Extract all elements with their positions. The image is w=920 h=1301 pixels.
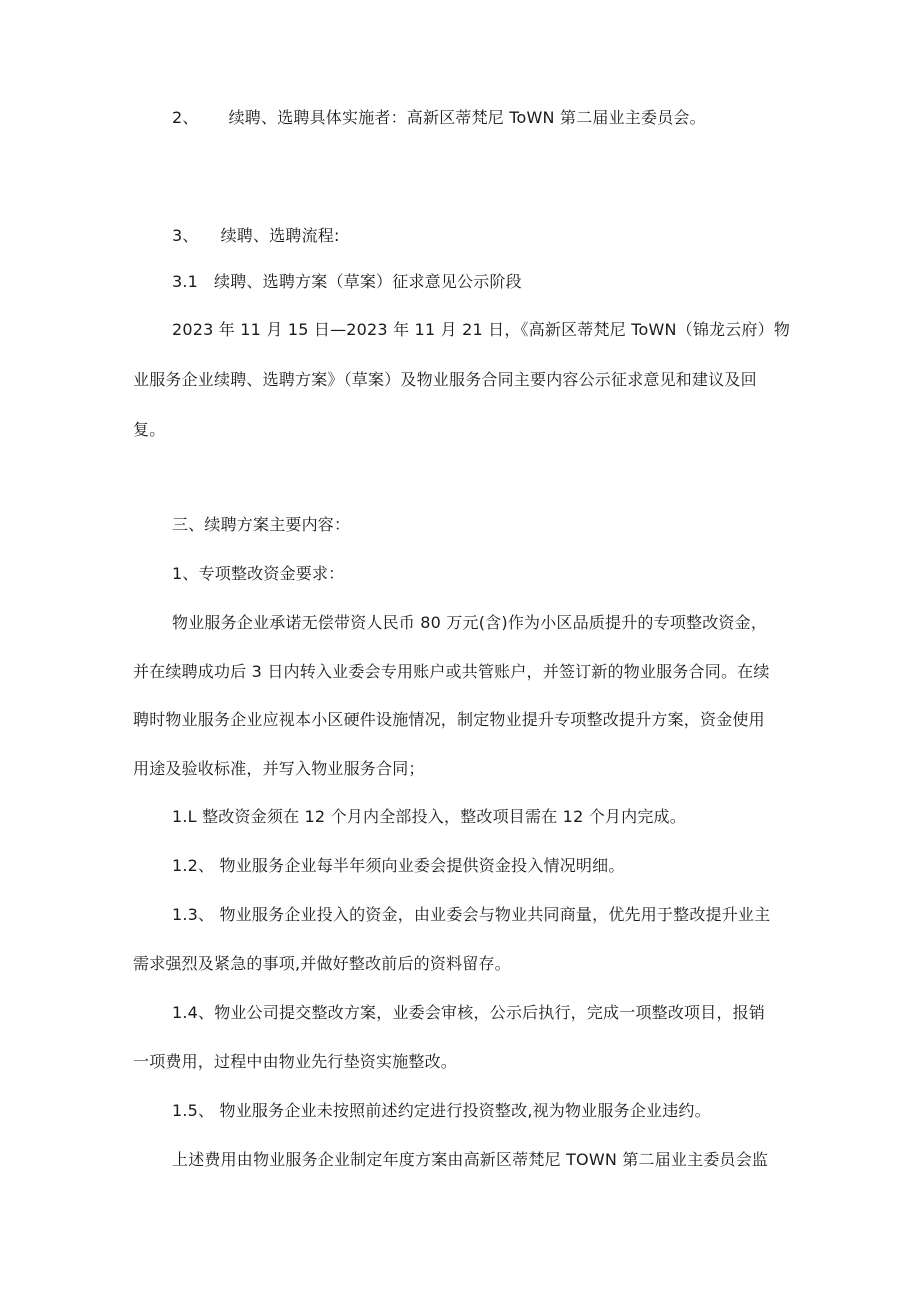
- fund-paragraph-line-2: 并在续聘成功后 3 日内转入业委会专用账户或共管账户，并签订新的物业服务合同。在续: [133, 662, 770, 681]
- publicity-paragraph-line-1: 2023 年 11 月 15 日—2023 年 11 月 21 日，《高新区蒂梵尼 ToWN（锦龙云府）物: [172, 320, 791, 339]
- section-2-line: [172, 108, 793, 128]
- item-1-1: 1.L 整改资金须在 12 个月内全部投入，整改项目需在 12 个月内完成。: [172, 807, 686, 826]
- section-3-number: 3、: [172, 226, 199, 245]
- section-3-1-text: 续聘、选聘方案（草案）征求意见公示阶段: [214, 272, 522, 291]
- fund-paragraph-line-3: 聘时物业服务企业应视本小区硬件设施情况，制定物业提升专项整改提升方案，资金使用: [133, 710, 765, 729]
- item-1-4-line-2: 一项费用，过程中由物业先行垫资实施整改。: [133, 1052, 458, 1071]
- section-3-1-line: [172, 272, 793, 292]
- fund-paragraph-line-4: 用途及验收标准，并写入物业服务合同；: [133, 759, 425, 778]
- item-1-2: 1.2、 物业服务企业每半年须向业委会提供资金投入情况明细。: [172, 856, 625, 875]
- publicity-paragraph-line-3: 复。: [133, 420, 166, 439]
- fund-paragraph-line-1: 物业服务企业承诺无偿带资人民币 80 万元(含)作为小区品质提升的专项整改资金，: [172, 613, 768, 632]
- heading-special-fund: 1、专项整改资金要求：: [172, 564, 345, 583]
- item-1-5: 1.5、 物业服务企业未按照前述约定进行投资整改,视为物业服务企业违约。: [172, 1101, 711, 1120]
- item-1-3-line-2: 需求强烈及紧急的事项,并做好整改前后的资料留存。: [133, 954, 511, 973]
- section-2-text: 续聘、选聘具体实施者：高新区蒂梵尼 ToWN 第二届业主委员会。: [228, 108, 706, 127]
- section-3-1-number: 3.1: [172, 272, 199, 291]
- heading-renewal-plan: 三、续聘方案主要内容：: [172, 515, 351, 534]
- item-1-4-line-1: 1.4、物业公司提交整改方案，业委会审核，公示后执行，完成一项整改项目，报销: [172, 1003, 766, 1022]
- publicity-paragraph-line-2: 业服务企业续聘、选聘方案》（草案）及物业服务合同主要内容公示征求意见和建议及回: [133, 370, 757, 389]
- last-paragraph-line: 上述费用由物业服务企业制定年度方案由高新区蒂梵尼 TOWN 第二届业主委员会监: [172, 1150, 769, 1169]
- section-3-line: [172, 226, 793, 246]
- section-2-number: 2、: [172, 108, 199, 127]
- section-3-text: 续聘、选聘流程:: [220, 226, 340, 245]
- item-1-3-line-1: 1.3、 物业服务企业投入的资金，由业委会与物业共同商量，优先用于整改提升业主: [172, 905, 771, 924]
